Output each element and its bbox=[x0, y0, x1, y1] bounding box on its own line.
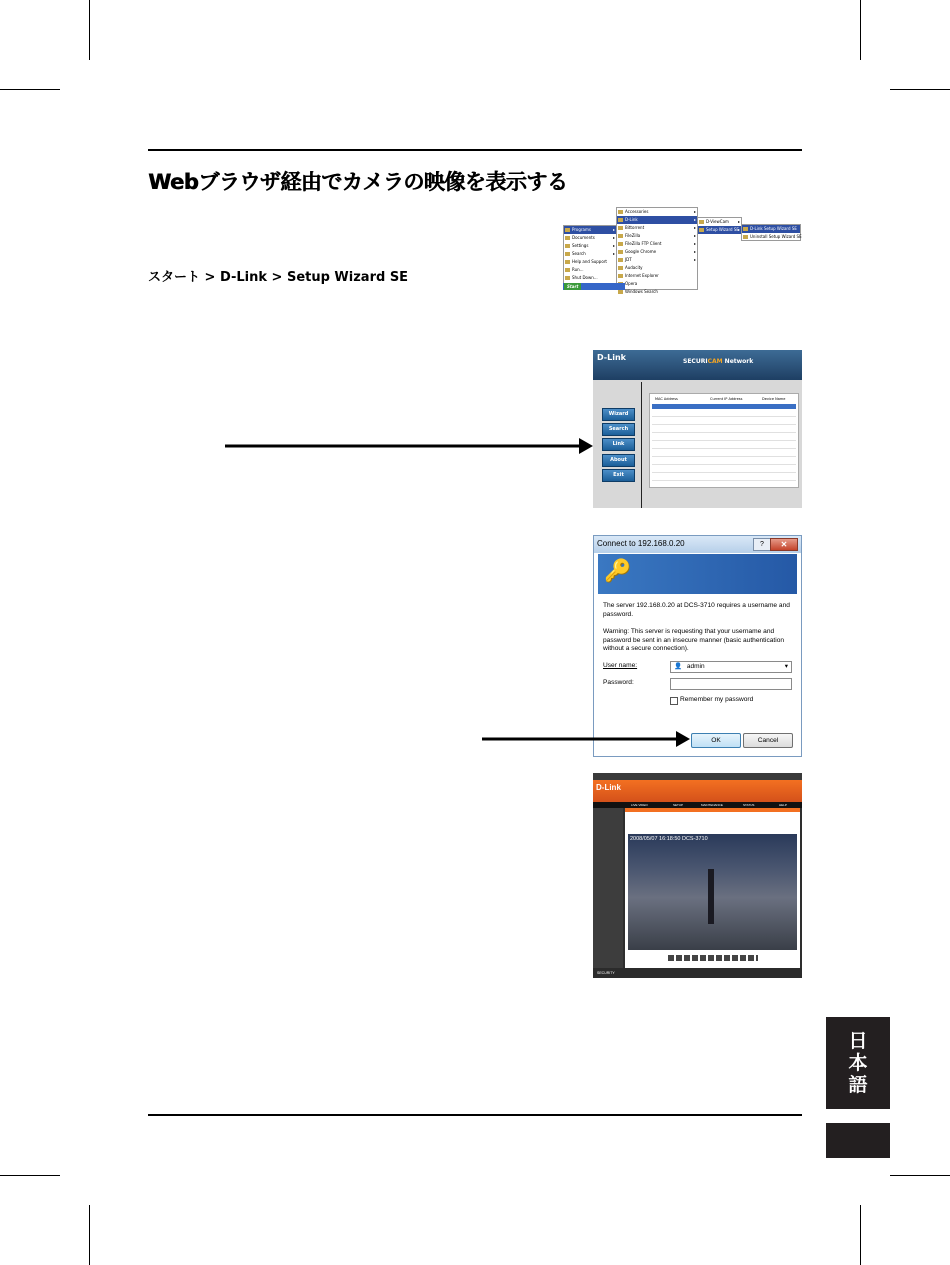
chevron-down-icon[interactable]: ▾ bbox=[784, 663, 788, 670]
tab-maintenance[interactable]: MAINTENANCE bbox=[701, 803, 723, 807]
user-icon: 👤 bbox=[674, 663, 683, 670]
menu-item[interactable]: D-Link ▸ bbox=[617, 216, 697, 224]
menu-item[interactable]: Accessories ▸ bbox=[617, 208, 697, 216]
crop-mark bbox=[89, 0, 90, 60]
username-value: admin bbox=[686, 663, 705, 670]
menu-item[interactable]: Windows Search bbox=[617, 288, 697, 296]
taskbar bbox=[563, 283, 625, 290]
warning-strip bbox=[625, 808, 800, 812]
menu-item[interactable]: Uninstall Setup Wizard SE bbox=[742, 233, 800, 241]
column-header: Current IP Address bbox=[710, 397, 743, 401]
exit-button[interactable]: Exit bbox=[602, 469, 635, 482]
top-strip bbox=[593, 773, 802, 780]
start-menu-column bbox=[563, 225, 617, 285]
tab-setup[interactable]: SETUP bbox=[673, 803, 684, 807]
column-header: MAC Address bbox=[655, 397, 678, 401]
dlink-logo: D-Link bbox=[596, 783, 621, 792]
live-video-header bbox=[593, 780, 802, 802]
password-input[interactable] bbox=[670, 678, 792, 690]
dlink-column bbox=[697, 217, 742, 234]
language-tab bbox=[826, 1017, 890, 1109]
menu-item[interactable]: Internet Explorer bbox=[617, 272, 697, 280]
control-buttons[interactable] bbox=[668, 955, 758, 961]
menu-item[interactable]: Documents ▸ bbox=[564, 234, 616, 242]
crop-mark bbox=[860, 0, 861, 60]
crop-mark bbox=[0, 89, 60, 90]
cancel-button[interactable]: Cancel bbox=[743, 733, 793, 748]
dialog-title: Connect to 192.168.0.20 bbox=[597, 539, 685, 548]
help-button[interactable]: ? bbox=[753, 538, 771, 551]
keys-icon: 🔑 bbox=[604, 558, 632, 583]
remember-label: Remember my password bbox=[680, 696, 754, 703]
tab-help[interactable]: HELP bbox=[779, 803, 787, 807]
start-menu-screenshot bbox=[563, 207, 803, 294]
crop-mark bbox=[890, 89, 950, 90]
live-video-screenshot bbox=[593, 773, 802, 978]
menu-item[interactable]: Setup Wizard SE ▸ bbox=[698, 226, 741, 234]
tab-status[interactable]: STATUS bbox=[743, 803, 755, 807]
page-number-tab bbox=[826, 1123, 890, 1158]
setup-wizard-screenshot bbox=[593, 350, 802, 508]
footer: SECURITY bbox=[593, 968, 802, 978]
wizard-button[interactable]: Wizard bbox=[602, 408, 635, 421]
video-timestamp: 2008/05/07 16:18:50 DCS-3710 bbox=[630, 836, 708, 842]
language-char: 語 bbox=[848, 1074, 868, 1096]
crop-mark bbox=[890, 1175, 950, 1176]
video-controls bbox=[628, 954, 797, 962]
remember-checkbox[interactable] bbox=[670, 697, 678, 705]
login-dialog-screenshot bbox=[593, 535, 802, 757]
securicam-brand: SECURICAM Network bbox=[683, 358, 754, 365]
crop-mark bbox=[0, 1175, 60, 1176]
menu-item[interactable]: JDT ▸ bbox=[617, 256, 697, 264]
page-title: Webブラウザ経由でカメラの映像を表示する bbox=[148, 170, 568, 194]
menu-item[interactable]: Audacity bbox=[617, 264, 697, 272]
crop-mark bbox=[89, 1205, 90, 1265]
main-panel bbox=[625, 808, 800, 968]
crop-mark bbox=[860, 1205, 861, 1265]
language-char: 本 bbox=[848, 1052, 868, 1074]
menu-item[interactable]: D-Link Setup Wizard SE bbox=[742, 225, 800, 233]
menu-item[interactable]: Search ▸ bbox=[564, 250, 616, 258]
menu-item[interactable]: Programs ▸ bbox=[564, 226, 616, 234]
menu-item[interactable]: Google Chrome ▸ bbox=[617, 248, 697, 256]
start-menu-path: スタート > D-Link > Setup Wizard SE bbox=[148, 270, 409, 285]
ok-button[interactable]: OK bbox=[691, 733, 741, 748]
menu-item[interactable]: FileZilla FTP Client ▸ bbox=[617, 240, 697, 248]
password-label: Password: bbox=[603, 679, 634, 686]
close-button[interactable]: ✕ bbox=[770, 538, 798, 551]
tab-live-video[interactable]: LIVE VIDEO bbox=[631, 803, 648, 807]
arrow-to-ok bbox=[482, 729, 692, 749]
wizard-column bbox=[741, 224, 801, 241]
link-button[interactable]: Link bbox=[602, 438, 635, 451]
device-table bbox=[649, 393, 799, 488]
menu-item[interactable]: Bittorrent ▸ bbox=[617, 224, 697, 232]
menu-item[interactable]: D-ViewCam ▸ bbox=[698, 218, 741, 226]
menu-item[interactable]: FileZilla ▸ bbox=[617, 232, 697, 240]
search-button[interactable]: Search bbox=[602, 423, 635, 436]
dlink-logo: D-Link bbox=[597, 353, 626, 362]
menu-item[interactable]: Settings ▸ bbox=[564, 242, 616, 250]
camera-video bbox=[628, 834, 797, 950]
dialog-message: The server 192.168.0.20 at DCS-3710 requires a username and password. bbox=[603, 602, 790, 618]
top-rule bbox=[148, 149, 802, 151]
column-header: Device Name bbox=[762, 397, 786, 401]
video-pillar bbox=[708, 869, 714, 924]
menu-item[interactable]: Run... bbox=[564, 266, 616, 274]
username-input[interactable] bbox=[670, 661, 792, 673]
programs-column bbox=[616, 207, 698, 294]
username-label: User name: bbox=[603, 662, 638, 669]
arrow-to-link bbox=[225, 436, 595, 456]
about-button[interactable]: About bbox=[602, 454, 635, 467]
sidebar bbox=[593, 808, 623, 968]
dialog-warning: Warning: This server is requesting that your username and password be sent in an insecure manner (basic authentication without a secure connection). bbox=[603, 628, 785, 652]
language-char: 日 bbox=[848, 1030, 868, 1052]
menu-item[interactable]: Shut Down... bbox=[564, 274, 616, 282]
table-body bbox=[652, 409, 796, 485]
start-button[interactable]: Start bbox=[564, 283, 581, 290]
menu-item[interactable]: Help and Support bbox=[564, 258, 616, 266]
menu-item[interactable]: Opera bbox=[617, 280, 697, 288]
divider bbox=[641, 382, 642, 508]
bottom-rule bbox=[148, 1114, 802, 1116]
